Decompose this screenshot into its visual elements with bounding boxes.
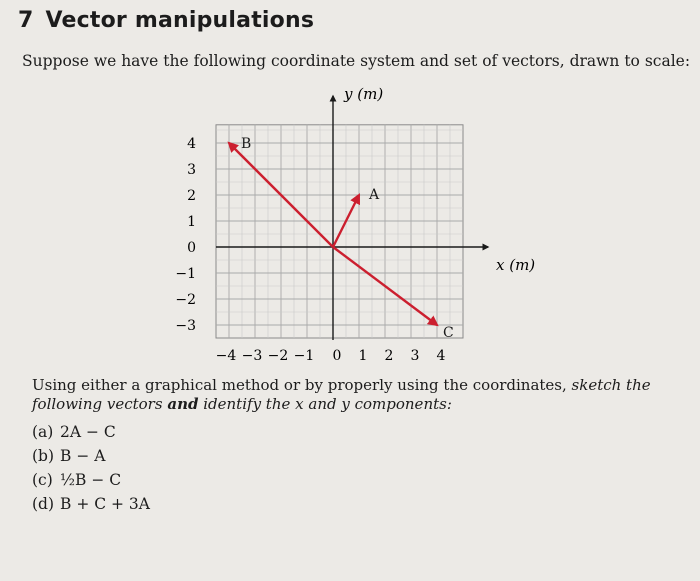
y-tick-label: −1: [175, 266, 196, 282]
y-axis-label: y (m): [344, 85, 384, 103]
x-tick-label: −2: [267, 348, 289, 364]
part-a: [32, 420, 150, 444]
y-tick-label: 1: [187, 214, 196, 230]
vector-label-c: C: [443, 325, 454, 341]
instructions-part: sketch the following vectors: [32, 376, 651, 413]
instructions: [32, 376, 682, 414]
part-b: [32, 444, 150, 468]
y-tick-label: 3: [187, 162, 196, 178]
axes: [216, 85, 535, 340]
vectors: [229, 136, 454, 341]
instructions-part: and: [167, 395, 199, 413]
y-tick-label: −3: [175, 318, 196, 334]
instructions-part: and: [303, 395, 342, 413]
x-tick-label: 3: [410, 348, 420, 364]
part-expression: B − A: [60, 447, 106, 465]
y-tick-label: 4: [187, 136, 196, 152]
vector-label-a: A: [369, 187, 380, 203]
x-axis-label: x (m): [496, 256, 536, 274]
x-tick-label: 0: [332, 348, 342, 364]
y-tick-label: −2: [175, 292, 196, 308]
part-d: [32, 492, 150, 516]
instructions-part: x: [295, 395, 304, 413]
part-label: (b): [32, 447, 55, 465]
section-title: Vector manipulations: [45, 8, 315, 33]
vector-label-b: B: [241, 136, 252, 152]
instructions-part: Using either a graphical method or by properly using the coordinates,: [32, 376, 572, 394]
x-tick-label: 4: [436, 348, 446, 364]
part-c: [32, 468, 150, 492]
part-expression: 2A − C: [60, 423, 116, 441]
part-label: (c): [32, 471, 53, 489]
y-tick-label: 2: [187, 188, 196, 204]
part-expression: B + C + 3A: [60, 495, 150, 513]
problem-parts: [32, 420, 150, 516]
instructions-part: components:: [349, 395, 452, 413]
instructions-part: y: [341, 395, 350, 413]
intro-text: Suppose we have the following coordinate system and set of vectors, drawn to scale:: [22, 52, 691, 70]
part-label: (d): [32, 495, 55, 513]
part-expression: ½B − C: [60, 471, 122, 489]
part-label: (a): [32, 423, 54, 441]
instructions-part: identify the: [203, 395, 296, 413]
y-tick-label: 0: [187, 240, 196, 256]
x-tick-label: −1: [293, 348, 315, 364]
x-tick-label: −3: [241, 348, 263, 364]
x-tick-label: −4: [215, 348, 237, 364]
x-tick-label: 1: [358, 348, 368, 364]
section-number: 7: [18, 8, 34, 33]
x-tick-label: 2: [384, 348, 394, 364]
